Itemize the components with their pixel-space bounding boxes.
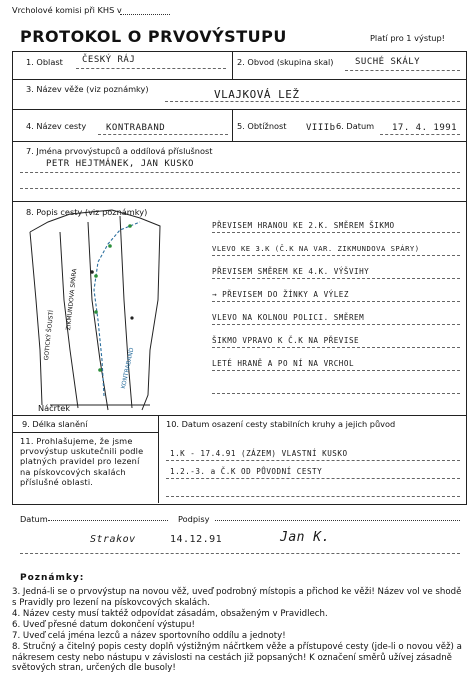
field-cesta-value: KONTRABAND — [106, 123, 166, 133]
field-datum-label: 6. Datum — [336, 121, 375, 131]
description-line-3: PŘEVISEM SMĚREM KE 4.K. VÝŠVIHY — [212, 267, 370, 276]
field-datum-value: 17. 4. 1991 — [392, 123, 458, 133]
page-title: PROTOKOL O PRVOVÝSTUPU — [20, 27, 287, 46]
signature: Jan K. — [280, 530, 330, 545]
field-cesta-label: 4. Název cesty — [26, 121, 87, 131]
datum-label: Datum — [20, 514, 48, 524]
field-jmena-value: PETR HEJTMÁNEK, JAN KUSKO — [46, 159, 194, 169]
notes-heading: Poznámky: — [20, 573, 85, 583]
field-obvod-value: SUCHÉ SKÁLY — [355, 57, 421, 67]
sketch-label-2: ZIKMUNDOVA SPÁRA — [65, 268, 79, 331]
description-line-4: → PŘEVISEM DO ŽÍNKY A VÝLEZ — [212, 290, 349, 299]
note-6: 6. Uveď přesné datum dokončení výstupu! — [12, 620, 195, 630]
tower-outline-left — [30, 232, 42, 405]
note-7: 7. Uveď celá jména lezců a název sportovního oddílu a jednoty! — [12, 631, 286, 641]
declaration-text: 11. Prohlašujeme, že jsme prvovýstup uskutečnili podle platných pravidel pro lezení na pískovcových skalách příslušné oblasti. — [20, 436, 144, 487]
field-oblast-value: ČESKÝ RÁJ — [82, 55, 136, 65]
description-line-6: ŠIKMO VPRAVO K Č.K NA PŘEVISE — [212, 336, 360, 345]
field-vez-label: 3. Název věže (viz poznámky) — [26, 84, 149, 94]
signature-date: 14.12.91 — [170, 534, 223, 545]
commission-label: Vrcholové komisi při KHS v — [12, 5, 122, 15]
validity-note: Platí pro 1 výstup! — [370, 33, 445, 43]
rings-line-1: 1.K - 17.4.91 (ZÁZEM) VLASTNÍ KUSKO — [170, 449, 348, 458]
sketch-label-1: GOTICKÝ ŠOUSTÍ — [43, 309, 56, 361]
rings-line-2: 1.2.-3. a Č.K OD PŮVODNÍ CESTY — [170, 467, 323, 476]
field-kruhy-label: 10. Datum osazení cesty stabilních kruhy a jejich původ — [166, 419, 396, 429]
field-obvod-label: 2. Obvod (skupina skal) — [237, 57, 334, 67]
ring-dots — [94, 224, 132, 372]
field-oblast-label: 1. Oblast — [26, 57, 63, 67]
field-obtiznost-label: 5. Obtížnost — [237, 121, 287, 131]
sketch-label-3: KONTRABAND — [120, 347, 136, 390]
signature-place: Strakov — [90, 534, 136, 545]
description-line-1: PŘEVISEM HRANOU KE 2.K. SMĚREM ŠIKMO — [212, 221, 395, 230]
note-4: 4. Název cesty musí taktéž odpovídat zásadám, obsaženým v Pravidlech. — [12, 609, 328, 619]
note-8: 8. Stručný a čitelný popis cesty doplň výstižným náčrtkem věže a přístupové cesty (jde-li o novou věž) a nákresem cesty nebo nástupu v závislosti na cestách již popsaných! K označení směrů užívej zásadně světových stran, určených dle busoly! — [12, 642, 462, 674]
note-3: 3. Jedná-li se o prvovýstup na novou věž, uveď podrobný místopis a přichod ke věži! Název vol ve shodě s Pravidly pro lezení na pískovcových skalách. — [12, 587, 462, 608]
field-popis-label: 8. Popis cesty (viz poznámky) — [26, 207, 148, 217]
sketch-caption: Náčrtek — [38, 403, 70, 413]
field-obtiznost-value: VIIIb — [306, 123, 336, 133]
field-slaneni-label: 9. Délka slanění — [22, 419, 88, 429]
podpisy-label: Podpisy — [178, 514, 210, 524]
field-jmena-label: 7. Jména prvovýstupců a oddílová příslušnost — [26, 146, 213, 156]
description-line-5: VLEVO NA KOLNOU POLICI. SMĚREM — [212, 313, 365, 322]
field-vez-value: VLAJKOVÁ LEŽ — [214, 88, 300, 101]
description-line-7: LETÉ HRANĚ A PO NÍ NA VRCHOL — [212, 359, 355, 368]
description-line-2: VLEVO KE 3.K (Č.K NA VAR. ZIKMUNDOVA SPÁRY) — [212, 244, 420, 253]
